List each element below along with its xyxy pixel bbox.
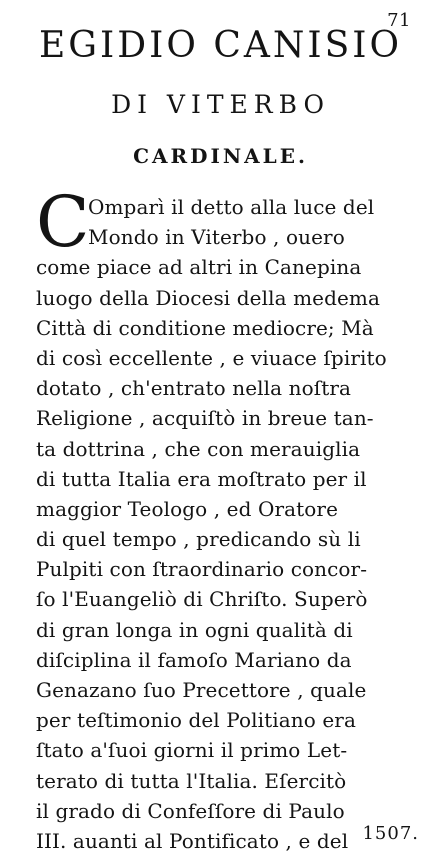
page-number: 71 xyxy=(387,10,411,31)
text-line: di tutta Italia era moſtrato per il xyxy=(36,466,367,491)
text-line: per teſtimonio del Politiano era xyxy=(36,708,356,733)
text-line: III. auanti al Pontificato , e del xyxy=(36,828,349,853)
text-line: Omparì il detto alla luce del xyxy=(88,195,375,219)
text-line: di così eccellente , e viuace ſpirito xyxy=(36,345,387,370)
text-line: ta dottrina , che con merauiglia xyxy=(36,436,361,461)
page-subtitle: DI VITERBO xyxy=(111,90,330,119)
text-line: Religione , acquiſtò in breue tan- xyxy=(36,406,374,431)
text-line: diſciplina il famoſo Mariano da xyxy=(36,647,352,672)
text-line: luogo della Diocesi della medema xyxy=(36,285,381,310)
text-line: di gran longa in ogni qualità di xyxy=(36,617,353,642)
text-line: ſo l'Euangeliò di Chriſto. Superò xyxy=(36,587,368,612)
text-line: dotato , ch'entrato nella noſtra xyxy=(36,376,352,401)
text-line: Mondo in Viterbo , ouero xyxy=(88,225,345,250)
catchword: 1507. xyxy=(362,823,419,844)
text-line: il grado di Confeſſore di Paulo xyxy=(36,798,345,823)
section-heading: CARDINALE. xyxy=(133,144,308,168)
text-line: Pulpiti con ſtraordinario concor- xyxy=(36,557,368,582)
text-line: terato di tutta l'Italia. Eſercitò xyxy=(36,768,347,793)
page-title: EGIDIO CANISIO xyxy=(39,25,402,66)
text-line: Genazano ſuo Precettore , quale xyxy=(36,678,367,702)
text-line: Città di conditione mediocre; Mà xyxy=(36,315,374,340)
text-line: maggior Teologo , ed Oratore xyxy=(36,496,339,521)
drop-cap: C xyxy=(36,181,90,263)
text-line: ſtato a'ſuoi giorni il primo Let- xyxy=(36,738,348,763)
body-text xyxy=(36,181,411,856)
text-line: di quel tempo , predicando sù li xyxy=(36,527,361,552)
text-line: come piace ad altri in Canepina xyxy=(36,255,362,280)
